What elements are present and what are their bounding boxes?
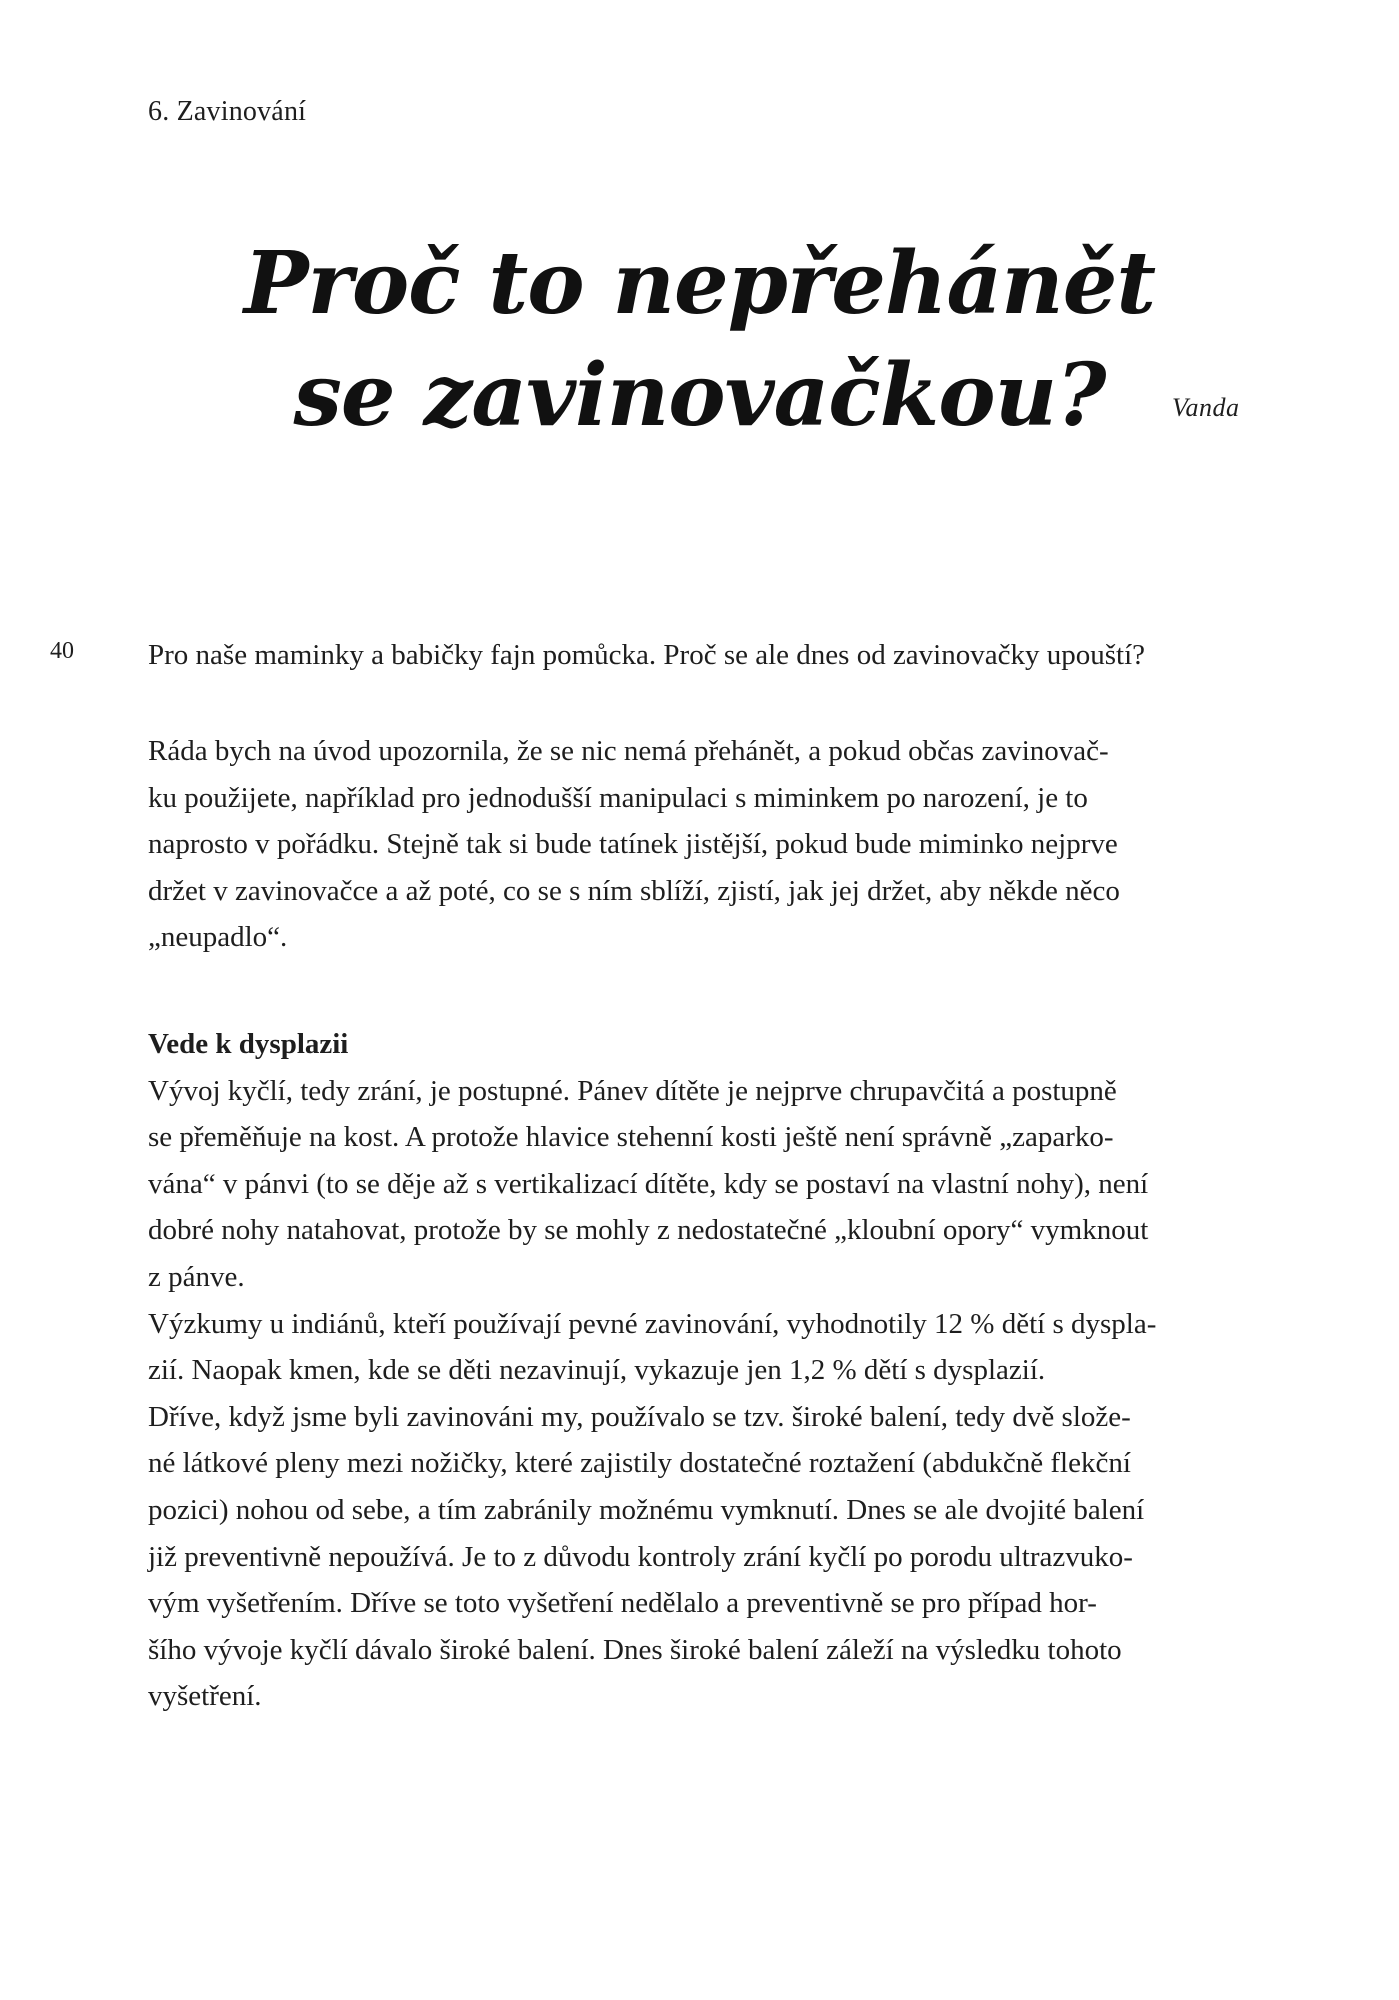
text-line: šího vývoje kyčlí dávalo široké balení. Dnes široké balení záleží na výsledku tohoto [148,1633,1122,1666]
title-line: Proč to nepřehánět [243,233,1156,334]
author-name: Vanda [1172,393,1240,422]
text-line: dobré nohy natahovat, protože by se mohly z nedostatečné „kloubní opory“ vymknout [148,1214,1149,1247]
text-line: Dříve, když jsme byli zavinováni my, používalo se tzv. široké balení, tedy dvě slože- [148,1400,1131,1433]
text-line: „neupadlo“. [148,921,288,954]
text-line: vyšetření. [148,1680,262,1713]
title-line: se zavinovačkou? [293,345,1106,446]
text-line: Výzkumy u indiánů, kteří používají pevné zavinování, vyhodnotily 12 % dětí s dyspla- [148,1307,1157,1340]
intro-paragraph [148,632,1258,679]
text-line: ku použijete, například pro jednodušší manipulaci s miminkem po narození, je to [148,781,1088,814]
text-line: pozici) nohou od sebe, a tím zabránily možnému vymknutí. Dnes se ale dvojité balení [148,1493,1145,1526]
section-heading: Vede k dysplazii [148,1028,349,1060]
paragraph-1 [148,728,1258,961]
text-line: Vývoj kyčlí, tedy zrání, je postupné. Pánev dítěte je nejprve chrupavčitá a postupně [148,1074,1117,1107]
text-line: né látkové pleny mezi nožičky, které zajistily dostatečné roztažení (abdukčně flekční [148,1447,1131,1480]
text-line: držet v zavinovačce a až poté, co se s ním sblíží, zjistí, jak jej držet, aby někde něco [148,874,1120,907]
section-dysplasia [148,1021,1258,1720]
text-line: již preventivně nepoužívá. Je to z důvodu kontroly zrání kyčlí po porodu ultrazvuko- [148,1540,1133,1573]
text-line: se přeměňuje na kost. A protože hlavice stehenní kosti ještě není správně „zaparko- [148,1121,1114,1154]
text-line: Ráda bych na úvod upozornila, že se nic nemá přehánět, a pokud občas zavinovač- [148,735,1109,767]
text-line: vým vyšetřením. Dříve se toto vyšetření nedělalo a preventivně se pro případ hor- [148,1587,1097,1620]
chapter-header: 6. Zavinování [148,96,307,127]
text-line: zií. Naopak kmen, kde se děti nezavinují, vykazuje jen 1,2 % dětí s dysplazií. [148,1354,1046,1387]
text-line: z pánve. [148,1260,245,1293]
text-line: naprosto v pořádku. Stejně tak si bude tatínek jistější, pokud bude miminko nejprve [148,828,1118,861]
text-line: vána“ v pánvi (to se děje až s vertikalizací dítěte, kdy se postaví na vlastní nohy), není [148,1167,1149,1200]
text-line: Pro naše maminky a babičky fajn pomůcka. Proč se ale dnes od zavinovačky upouští? [148,639,1146,671]
page-number: 40 [50,638,74,664]
